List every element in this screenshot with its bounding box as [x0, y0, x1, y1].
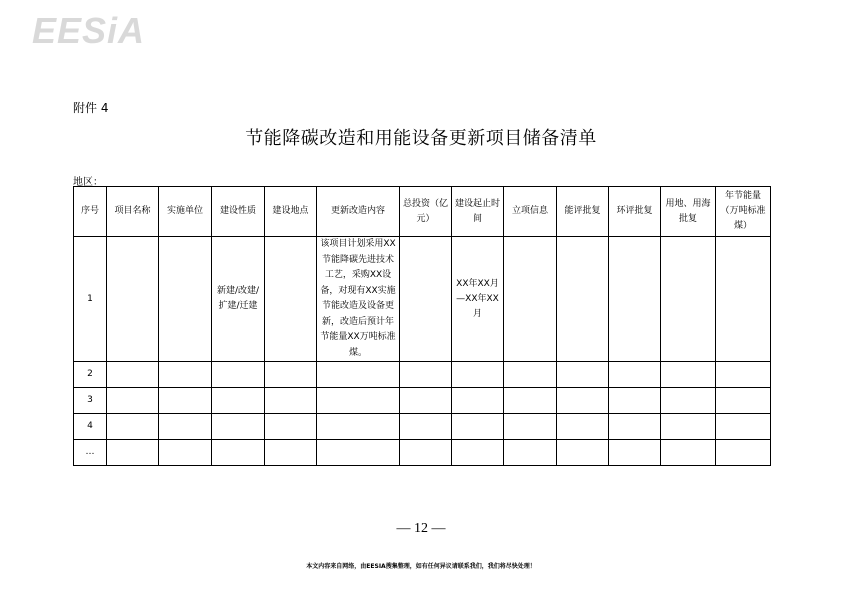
- table-header-row: [74, 187, 771, 237]
- cell-construction-period: XX年XX月—XX年XX月: [452, 237, 504, 362]
- cell-approval-info: [504, 388, 557, 414]
- cell-environment-review: [609, 414, 661, 440]
- cell-annual-energy-savings: [716, 388, 771, 414]
- header-upgrade-content: 更新改造内容: [317, 187, 400, 237]
- cell-seq: 3: [74, 388, 107, 414]
- cell-construction-period: [452, 414, 504, 440]
- cell-upgrade-content: 该项目计划采用XX节能降碳先进技术工艺，采购XX设备，对现有XX实施节能改造及设备更新，改造后预计年节能量XX万吨标准煤。: [317, 237, 400, 362]
- cell-construction-location: [265, 362, 317, 388]
- cell-energy-review: [557, 414, 609, 440]
- cell-total-investment: [400, 440, 452, 466]
- cell-upgrade-content: [317, 414, 400, 440]
- cell-land-sea-approval: [661, 414, 716, 440]
- cell-construction-location: [265, 388, 317, 414]
- cell-project-name: [107, 362, 159, 388]
- cell-annual-energy-savings: [716, 440, 771, 466]
- header-construction-location: 建设地点: [265, 187, 317, 237]
- cell-environment-review: [609, 388, 661, 414]
- cell-approval-info: [504, 414, 557, 440]
- cell-land-sea-approval: [661, 440, 716, 466]
- cell-land-sea-approval: [661, 388, 716, 414]
- table-row: [74, 414, 771, 440]
- cell-construction-nature: [212, 440, 265, 466]
- cell-project-name: [107, 388, 159, 414]
- cell-implementing-unit: [159, 414, 212, 440]
- header-land-sea-approval: 用地、用海批复: [661, 187, 716, 237]
- table-row: [74, 388, 771, 414]
- cell-land-sea-approval: [661, 237, 716, 362]
- cell-construction-nature: [212, 362, 265, 388]
- cell-land-sea-approval: [661, 362, 716, 388]
- cell-implementing-unit: [159, 237, 212, 362]
- header-project-name: 项目名称: [107, 187, 159, 237]
- table-row: [74, 440, 771, 466]
- cell-annual-energy-savings: [716, 237, 771, 362]
- page-title: 节能降碳改造和用能设备更新项目储备清单: [245, 128, 597, 149]
- cell-project-name: [107, 414, 159, 440]
- cell-seq: 4: [74, 414, 107, 440]
- cell-seq: 1: [74, 237, 107, 362]
- cell-environment-review: [609, 237, 661, 362]
- cell-construction-period: [452, 440, 504, 466]
- cell-environment-review: [609, 440, 661, 466]
- cell-approval-info: [504, 237, 557, 362]
- cell-implementing-unit: [159, 362, 212, 388]
- table-row: [74, 362, 771, 388]
- cell-total-investment: [400, 414, 452, 440]
- header-annual-energy-savings: 年节能量（万吨标准煤）: [716, 187, 771, 237]
- cell-seq: 2: [74, 362, 107, 388]
- header-total-investment: 总投资（亿元）: [400, 187, 452, 237]
- table-row: [74, 237, 771, 362]
- eesia-logo: EESiA: [32, 10, 146, 51]
- header-construction-nature: 建设性质: [212, 187, 265, 237]
- cell-upgrade-content: [317, 388, 400, 414]
- cell-energy-review: [557, 237, 609, 362]
- attachment-label: 附件 4: [73, 101, 109, 115]
- cell-upgrade-content: [317, 362, 400, 388]
- cell-construction-location: [265, 414, 317, 440]
- cell-total-investment: [400, 237, 452, 362]
- header-construction-period: 建设起止时间: [452, 187, 504, 237]
- cell-total-investment: [400, 388, 452, 414]
- cell-construction-nature: 新建/改建/扩建/迁建: [212, 237, 265, 362]
- cell-annual-energy-savings: [716, 362, 771, 388]
- page-number: — 12 —: [396, 521, 446, 536]
- cell-environment-review: [609, 362, 661, 388]
- cell-implementing-unit: [159, 388, 212, 414]
- cell-upgrade-content: [317, 440, 400, 466]
- cell-project-name: [107, 440, 159, 466]
- cell-seq: …: [74, 440, 107, 466]
- header-approval-info: 立项信息: [504, 187, 557, 237]
- cell-project-name: [107, 237, 159, 362]
- cell-approval-info: [504, 440, 557, 466]
- cell-energy-review: [557, 388, 609, 414]
- header-implementing-unit: 实施单位: [159, 187, 212, 237]
- region-label: 地区：: [73, 177, 103, 188]
- cell-energy-review: [557, 362, 609, 388]
- cell-construction-location: [265, 440, 317, 466]
- cell-construction-nature: [212, 388, 265, 414]
- project-reserve-table: [73, 186, 771, 466]
- cell-approval-info: [504, 362, 557, 388]
- footer-note: 本文内容来自网络，由EESIA搜集整理，如有任何异议请联系我们，我们将尽快处理！: [306, 563, 536, 570]
- header-energy-review: 能评批复: [557, 187, 609, 237]
- cell-annual-energy-savings: [716, 414, 771, 440]
- cell-total-investment: [400, 362, 452, 388]
- cell-construction-period: [452, 388, 504, 414]
- cell-construction-location: [265, 237, 317, 362]
- header-environment-review: 环评批复: [609, 187, 661, 237]
- cell-energy-review: [557, 440, 609, 466]
- header-seq: 序号: [74, 187, 107, 237]
- cell-construction-nature: [212, 414, 265, 440]
- cell-implementing-unit: [159, 440, 212, 466]
- cell-construction-period: [452, 362, 504, 388]
